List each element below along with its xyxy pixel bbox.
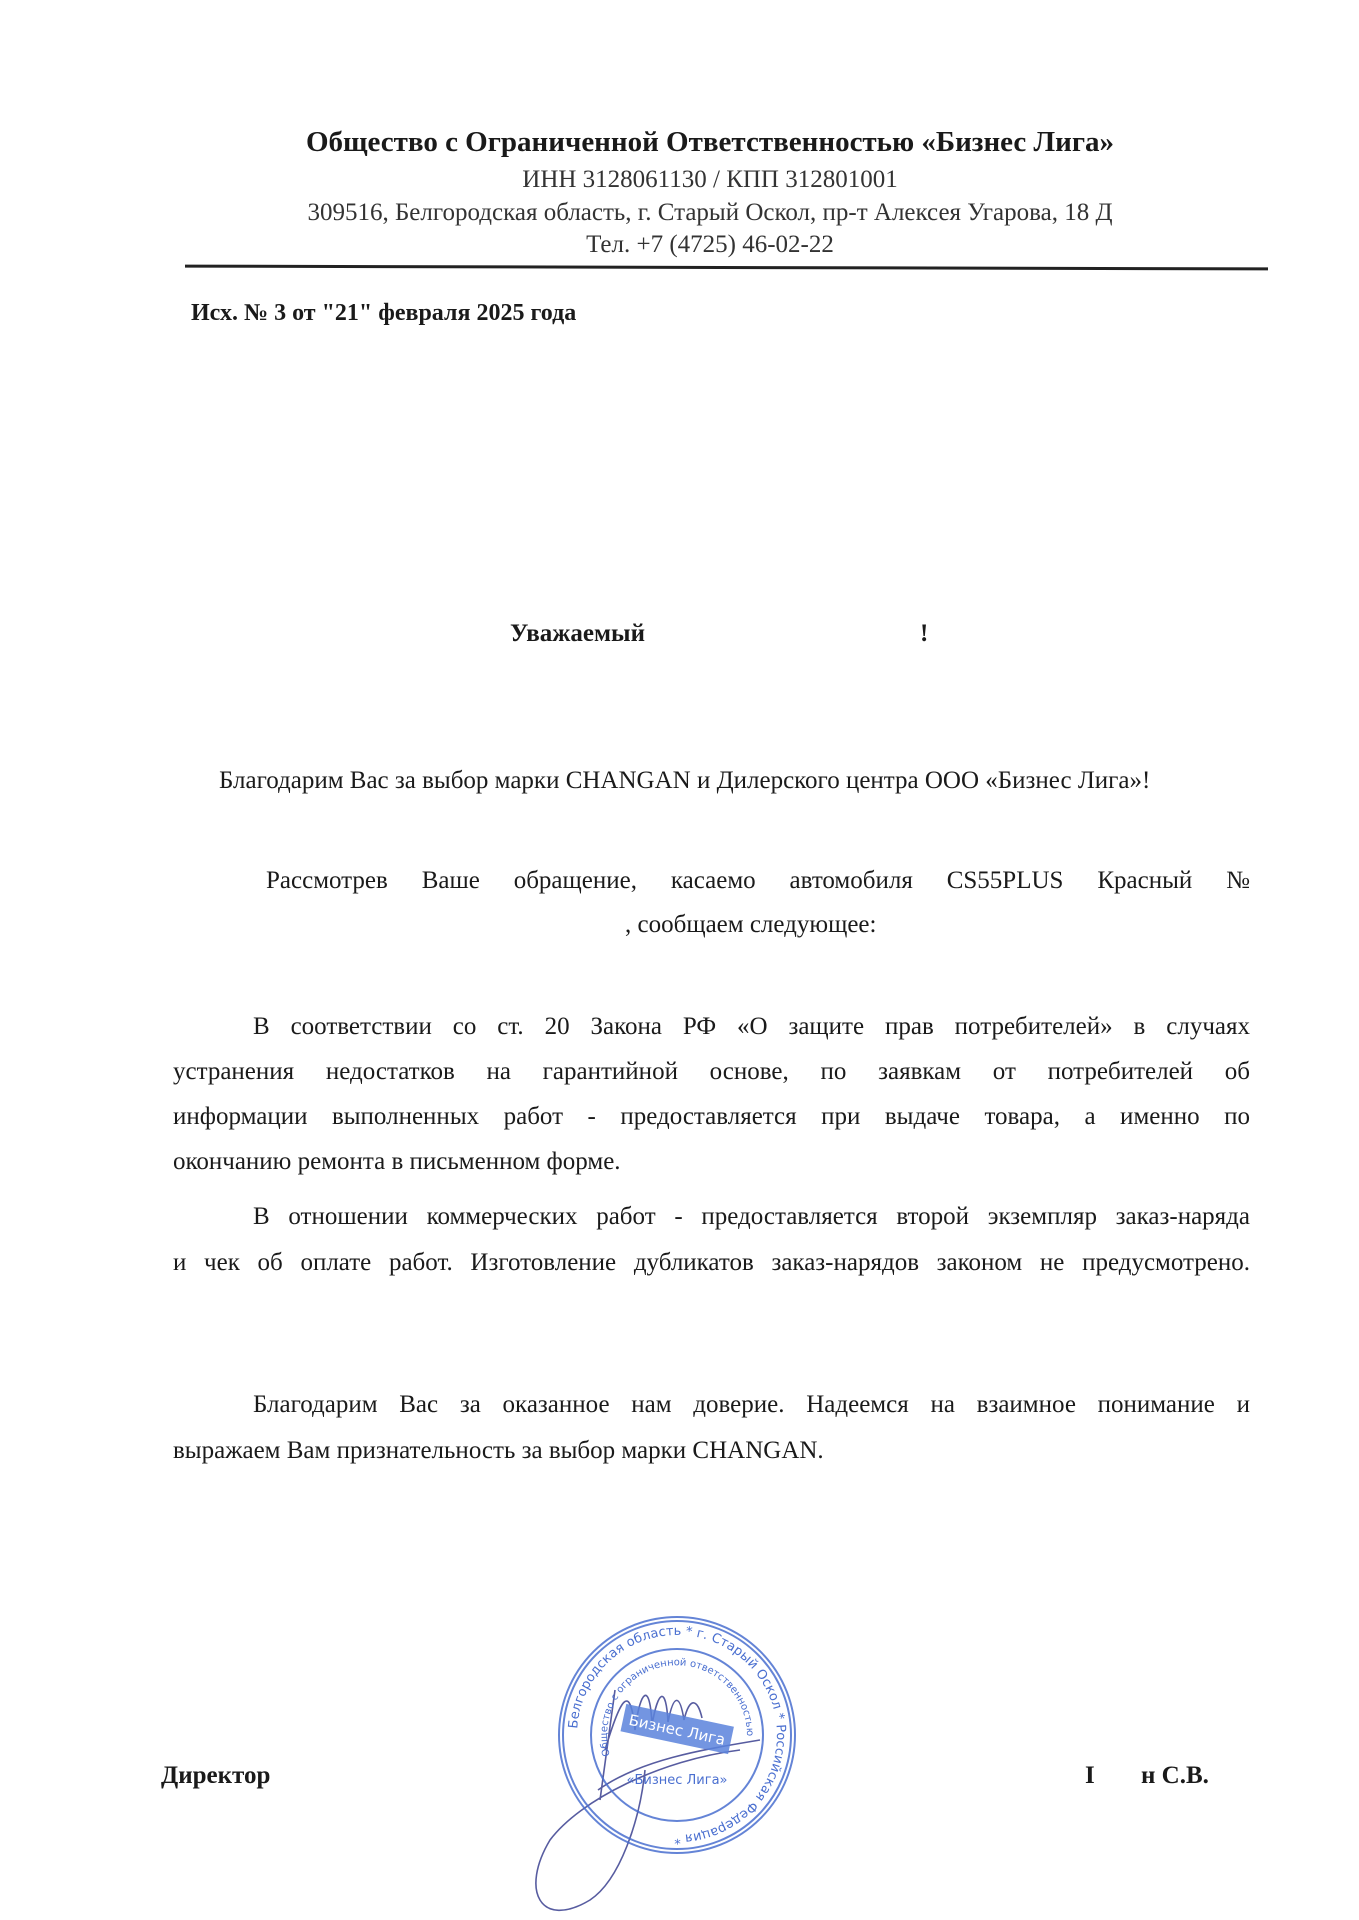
paragraph-review-line: , сообщаем следующее: [625,911,877,938]
signer-name-fragment: н С.В. [1140,1762,1209,1789]
paragraph-review-line: Рассмотрев Ваше обращение, касаемо автомобиля CS55PLUS Красный № [266,867,1250,894]
company-name: Общество с Ограниченной Ответственностью «Бизнес Лига» [305,126,1115,158]
company-phone: Тел. +7 (4725) 46-02-22 [586,231,834,258]
company-stamp [440,1600,860,1920]
stamp-bottom-text: «Бизнес Лига» [626,1773,728,1788]
stamp-inner-text: Общество с ограниченной ответственностью [598,1657,756,1758]
paragraph-law-line: В соответствии со ст. 20 Закона РФ «О защите прав потребителей» в случаях [253,1013,1250,1040]
signer-position: Директор [161,1762,271,1789]
stamp-outer-text: Белгородская область * г. Старый Оскол * Российская Федерация * [566,1623,789,1847]
company-address: 309516, Белгородская область, г. Старый Оскол, пр-т Алексея Угарова, 18 Д [307,199,1113,226]
greeting: Уважаемый [510,620,645,647]
paragraph-thanks: Благодарим Вас за выбор марки CHANGAN и Дилерского центра ООО «Бизнес Лига»! [219,767,1151,794]
paragraph-law-line: информации выполненных работ - предоставляется при выдаче товара, а именно по [173,1103,1250,1130]
signer-name-fragment: I [1085,1762,1095,1789]
stamp-center-text: Бизнес Лига [627,1710,727,1750]
paragraph-law-line: устранения недостатков на гарантийной основе, по заявкам от потребителей об [173,1058,1250,1085]
paragraph-closing-line: выражаем Вам признательность за выбор марки CHANGAN. [173,1437,824,1464]
paragraph-commercial-line: и чек об оплате работ. Изготовление дубликатов заказ-нарядов законом не предусмотрено. [173,1249,1250,1276]
greeting-exclamation: ! [920,620,929,647]
header-divider [185,265,1268,271]
paragraph-law-line: окончанию ремонта в письменном форме. [173,1148,621,1175]
outgoing-reference: Исх. № 3 от "21" февраля 2025 года [191,300,577,326]
signer-name [1085,1762,1255,1790]
paragraph-closing-line: Благодарим Вас за оказанное нам доверие. Надеемся на взаимное понимание и [253,1391,1250,1418]
paragraph-commercial-line: В отношении коммерческих работ - предоставляется второй экземпляр заказ-наряда [253,1203,1250,1230]
tax-ids: ИНН 3128061130 / КПП 312801001 [522,166,898,193]
